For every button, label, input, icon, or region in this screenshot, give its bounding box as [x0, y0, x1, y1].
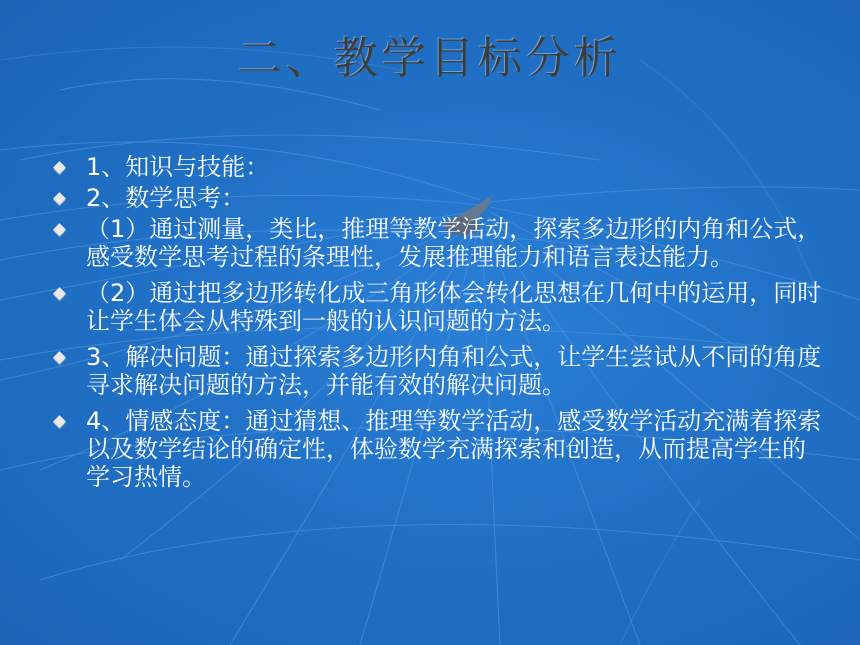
diamond-icon — [53, 192, 66, 205]
bullet-text: （2）通过把多边形转化成三角形体会转化思想在几何中的运用，同时让学生体会从特殊到一般的认识问题的方法。 — [86, 279, 822, 335]
diamond-icon — [53, 161, 66, 174]
bullet-text: 2、数学思考： — [86, 184, 246, 212]
bullet-item — [52, 215, 822, 271]
bullet-item — [52, 343, 822, 399]
diamond-icon — [53, 223, 66, 236]
bullet-item — [52, 153, 822, 181]
bullet-text: 4、情感态度：通过猜想、推理等数学活动，感受数学活动充满着探索以及数学结论的确定性，体验数学充满探索和创造，从而提高学生的学习热情。 — [86, 407, 822, 491]
bullet-item — [52, 279, 822, 335]
slide-title: 二、教学目标分析 — [238, 33, 622, 84]
bullet-item — [52, 184, 822, 212]
bullet-text: 1、知识与技能： — [86, 153, 270, 181]
diamond-icon — [53, 415, 66, 428]
bullet-list — [52, 153, 822, 499]
diamond-icon — [53, 287, 66, 300]
bullet-text: 3、解决问题：通过探索多边形内角和公式，让学生尝试从不同的角度寻求解决问题的方法，并能有效的解决问题。 — [86, 343, 822, 399]
bullet-item — [52, 407, 822, 491]
bullet-text: （1）通过测量，类比，推理等教学活动，探索多边形的内角和公式，感受数学思考过程的条理性，发展推理能力和语言表达能力。 — [86, 215, 822, 271]
diamond-icon — [53, 351, 66, 364]
